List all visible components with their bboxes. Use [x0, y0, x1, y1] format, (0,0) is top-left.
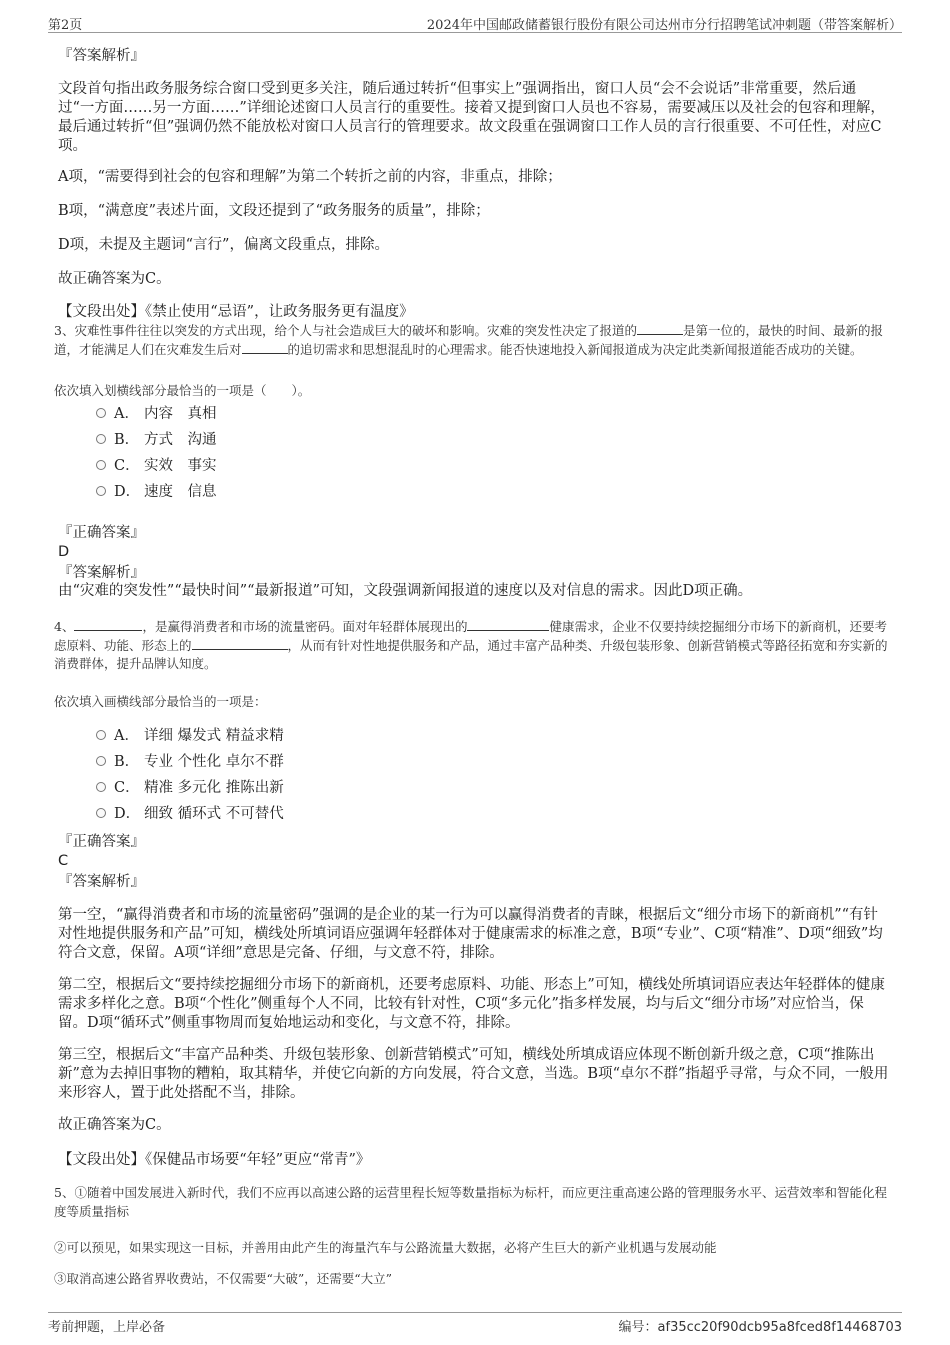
q4-option-a[interactable]: A． 详细 爆发式 精益求精: [96, 726, 284, 746]
q4-answer: C: [58, 853, 69, 869]
q4-option-d[interactable]: D． 细致 循环式 不可替代: [96, 804, 284, 824]
q2-analysis-label: 『答案解析』: [58, 48, 145, 64]
radio-icon[interactable]: [96, 460, 106, 470]
q3-option-c[interactable]: C． 实效 事实: [96, 456, 217, 476]
q4-analysis-blank-1: 第一空，“赢得消费者和市场的流量密码”强调的是企业的某一行为可以赢得消费者的青睐，根据后文“细分市场下的新商机”“有针对性地提供服务和产品”可知，横线处所填词语应强调年轻群体对于健康需求的标准之意，B项“专业”、C项“精准”、D项“细致”均符合文意，保留。A项“详细”意思是完备、仔细，与文意不符，排除。: [58, 907, 883, 961]
q4-stem: 4、 ，是赢得消费者和市场的流量密码。面对年轻群体展现出的 健康需求，企业不仅要持续挖掘细分市场下的新商机，还要考虑原料、功能、形态上的 ，从而有针对性地提供服务和产品，通过丰富产品种类、升级包装形象、创新营销模式等路径拓宽和夯实新的消费群体，提升品牌认知度。: [54, 619, 888, 671]
document-title: 2024年中国邮政储蓄银行股份有限公司达州市分行招聘笔试冲刺题（带答案解析）: [426, 18, 902, 33]
q5-sentence-3: ③取消高速公路省界收费站，不仅需要“大破”，还需要“大立”: [54, 1271, 393, 1286]
q2-option-d-analysis: D项，未提及主题词“言行”，偏离文段重点，排除。: [58, 237, 389, 253]
q3-answer: D: [58, 544, 70, 560]
q4-source: 【文段出处】《保健品市场要“年轻”更应“常青”》: [58, 1152, 371, 1168]
q4-blank-1: [74, 618, 142, 631]
radio-icon[interactable]: [96, 808, 106, 818]
page-footer: [48, 1312, 902, 1335]
q3-analysis: 由“灾难的突发性”“最快时间”“最新报道”可知，文段强调新闻报道的速度以及对信息的需求。因此D项正确。: [58, 583, 753, 599]
q5-sentence-1: 5、①随着中国发展进入新时代，我们不应再以高速公路的运营里程长短等数量指标为标杆，而应更注重高速公路的管理服务水平、运营效率和智能化程度等质量指标: [54, 1185, 887, 1219]
radio-icon[interactable]: [96, 408, 106, 418]
q4-answer-label: 『正确答案』: [58, 834, 145, 850]
q4-analysis-label: 『答案解析』: [58, 874, 145, 890]
q3-stem: 3、灾难性事件往往以突发的方式出现，给个人与社会造成巨大的破坏和影响。灾难的突发性决定了报道的 是第一位的，最快的时间、最新的报道，才能满足人们在灾难发生后对 的追切需求和思想混乱时的心理需求。能否快速地投入新闻报道成为决定此类新闻报道能否成功的关键。: [54, 323, 883, 357]
q2-option-b-analysis: B项，“满意度”表述片面，文段还提到了“政务服务的质量”，排除；: [58, 203, 490, 219]
q4-option-b[interactable]: B． 专业 个性化 卓尔不群: [96, 752, 284, 772]
q4-analysis-blank-2: 第二空，根据后文“要持续挖掘细分市场下的新商机，还要考虑原料、功能、形态上”可知，横线处所填词语应表达年轻群体的健康需求多样化之意。B项“个性化”侧重每个人不同，比较有针对性，C项“多元化”指多样发展，均与后文“细分市场”对应恰当，保留。D项“循环式”侧重事物周而复始地运动和变化，与文意不符，排除。: [58, 977, 885, 1031]
q3-answer-label: 『正确答案』: [58, 525, 145, 541]
q4-conclusion: 故正确答案为C。: [58, 1117, 171, 1133]
radio-icon[interactable]: [96, 782, 106, 792]
q2-analysis-paragraph: 文段首句指出政务服务综合窗口受到更多关注，随后通过转折“但事实上”强调指出，窗口人员“会不会说话”非常重要，然后通过“一方面……另一方面……”详细论述窗口人员言行的重要性。接着又提到窗口人员也不容易，需要减压以及社会的包容和理解，最后通过转折“但”强调仍然不能放松对窗口人员言行的管理要求。故文段重在强调窗口工作人员的言行很重要、不可任性，对应C项。: [58, 81, 885, 154]
page-header: [48, 14, 902, 33]
q4-option-c[interactable]: C． 精准 多元化 推陈出新: [96, 778, 284, 798]
q3-blank-1: [637, 322, 683, 335]
document-id: 编号：af35cc20f90dcb95a8fced8f14468703: [618, 1320, 902, 1335]
q2-option-a-analysis: A项，“需要得到社会的包容和理解”为第二个转折之前的内容，非重点，排除；: [58, 169, 562, 185]
q3-option-a[interactable]: A． 内容 真相: [96, 404, 217, 424]
q2-source: 【文段出处】《禁止使用“忌语”，让政务服务更有温度》: [58, 304, 414, 320]
footer-slogan: 考前押题，上岸必备: [48, 1320, 166, 1335]
radio-icon[interactable]: [96, 730, 106, 740]
q4-blank-3: [192, 637, 288, 650]
radio-icon[interactable]: [96, 756, 106, 766]
q4-blank-2: [467, 618, 549, 631]
q3-option-d[interactable]: D． 速度 信息: [96, 482, 217, 502]
radio-icon[interactable]: [96, 434, 106, 444]
q3-blank-2: [242, 341, 288, 354]
q3-prompt: 依次填入划横线部分最恰当的一项是（ ）。: [54, 383, 311, 398]
q3-option-b[interactable]: B． 方式 沟通: [96, 430, 217, 450]
q3-analysis-label: 『答案解析』: [58, 565, 145, 581]
radio-icon[interactable]: [96, 486, 106, 496]
q4-analysis-blank-3: 第三空，根据后文“丰富产品种类、升级包装形象、创新营销模式”可知，横线处所填成语应体现不断创新升级之意，C项“推陈出新”意为去掉旧事物的糟粕，取其精华，并使它向新的方向发展，符合文意，当选。B项“卓尔不群”指超乎寻常，与众不同，一般用来形容人，置于此处搭配不当，排除。: [58, 1047, 889, 1101]
page-number: 第2页: [48, 18, 83, 33]
q2-conclusion: 故正确答案为C。: [58, 271, 171, 287]
q4-prompt: 依次填入画横线部分最恰当的一项是：: [54, 694, 267, 709]
q5-sentence-2: ②可以预见，如果实现这一目标，并善用由此产生的海量汽车与公路流量大数据，必将产生巨大的新产业机遇与发展动能: [54, 1240, 717, 1255]
